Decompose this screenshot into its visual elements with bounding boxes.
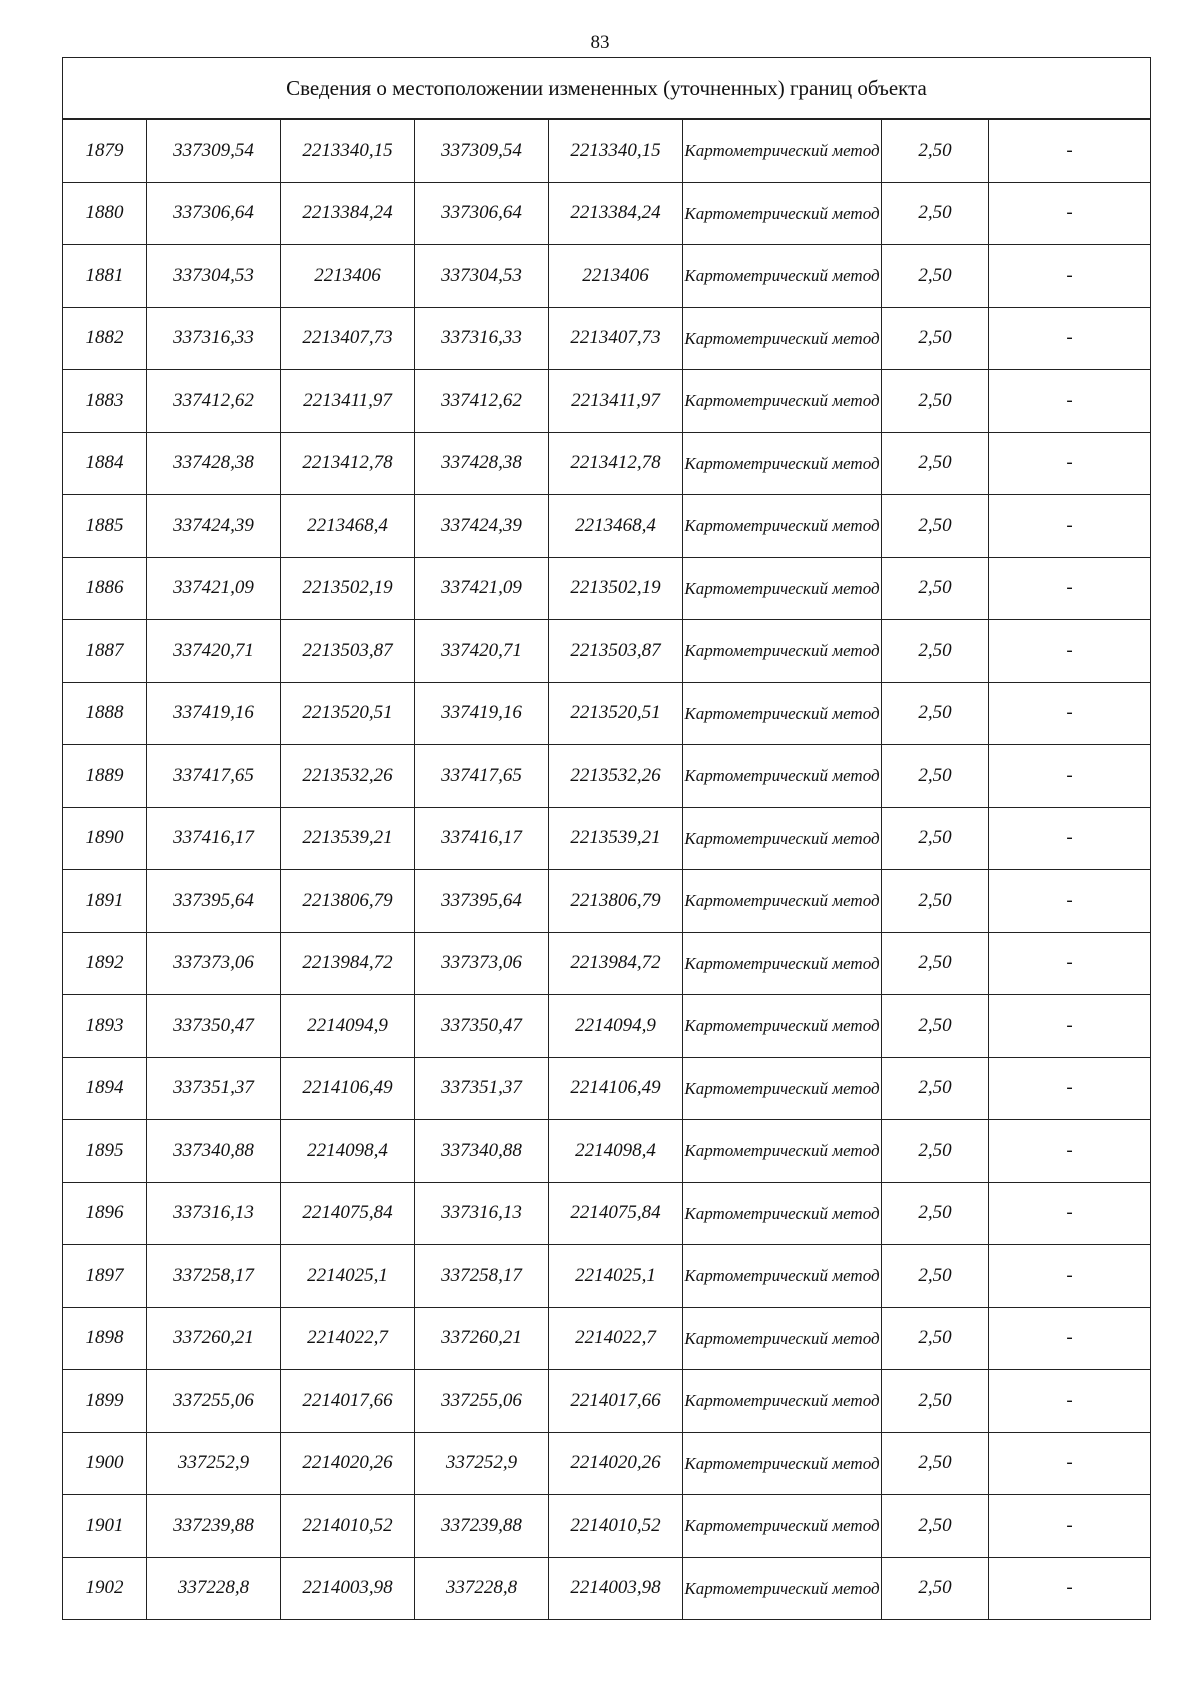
description-cell: - <box>989 932 1151 995</box>
accuracy-cell: 2,50 <box>882 1370 989 1433</box>
description-cell: - <box>989 1245 1151 1308</box>
refined-x-cell: 337417,65 <box>415 745 549 808</box>
description-cell: - <box>989 1057 1151 1120</box>
existing-x-cell: 337255,06 <box>147 1370 281 1433</box>
point-number-cell: 1898 <box>63 1307 147 1370</box>
point-number-cell: 1895 <box>63 1120 147 1183</box>
point-number-cell: 1883 <box>63 370 147 433</box>
boundary-coordinates-table <box>62 57 1151 1620</box>
point-number-cell: 1899 <box>63 1370 147 1433</box>
existing-x-cell: 337419,16 <box>147 682 281 745</box>
method-cell: Картометрический метод <box>683 807 882 870</box>
existing-y-cell: 2213468,4 <box>281 495 415 558</box>
method-cell: Картометрический метод <box>683 1557 882 1620</box>
point-number-cell: 1884 <box>63 432 147 495</box>
accuracy-cell: 2,50 <box>882 745 989 808</box>
point-number-cell: 1885 <box>63 495 147 558</box>
table-row <box>63 1370 1151 1433</box>
point-number-cell: 1893 <box>63 995 147 1058</box>
description-cell: - <box>989 620 1151 683</box>
existing-x-cell: 337395,64 <box>147 870 281 933</box>
description-cell: - <box>989 370 1151 433</box>
existing-y-cell: 2213984,72 <box>281 932 415 995</box>
description-cell: - <box>989 682 1151 745</box>
table-row <box>63 1057 1151 1120</box>
table-title: Сведения о местоположении измененных (уточненных) границ объекта <box>63 58 1151 120</box>
existing-x-cell: 337420,71 <box>147 620 281 683</box>
refined-y-cell: 2213806,79 <box>549 870 683 933</box>
refined-y-cell: 2213384,24 <box>549 182 683 245</box>
existing-y-cell: 2214010,52 <box>281 1495 415 1558</box>
table-row <box>63 1120 1151 1183</box>
table-row <box>63 557 1151 620</box>
refined-y-cell: 2213340,15 <box>549 119 683 182</box>
description-cell: - <box>989 557 1151 620</box>
existing-x-cell: 337428,38 <box>147 432 281 495</box>
refined-y-cell: 2213412,78 <box>549 432 683 495</box>
refined-y-cell: 2213411,97 <box>549 370 683 433</box>
table-row <box>63 245 1151 308</box>
accuracy-cell: 2,50 <box>882 1495 989 1558</box>
refined-x-cell: 337252,9 <box>415 1432 549 1495</box>
accuracy-cell: 2,50 <box>882 870 989 933</box>
refined-y-cell: 2214003,98 <box>549 1557 683 1620</box>
accuracy-cell: 2,50 <box>882 807 989 870</box>
description-cell: - <box>989 1495 1151 1558</box>
accuracy-cell: 2,50 <box>882 307 989 370</box>
existing-y-cell: 2213520,51 <box>281 682 415 745</box>
refined-x-cell: 337416,17 <box>415 807 549 870</box>
method-cell: Картометрический метод <box>683 870 882 933</box>
accuracy-cell: 2,50 <box>882 432 989 495</box>
table-row <box>63 1495 1151 1558</box>
point-number-cell: 1882 <box>63 307 147 370</box>
existing-y-cell: 2213411,97 <box>281 370 415 433</box>
method-cell: Картометрический метод <box>683 1307 882 1370</box>
description-cell: - <box>989 1120 1151 1183</box>
accuracy-cell: 2,50 <box>882 1557 989 1620</box>
table-row <box>63 620 1151 683</box>
description-cell: - <box>989 745 1151 808</box>
existing-x-cell: 337258,17 <box>147 1245 281 1308</box>
description-cell: - <box>989 807 1151 870</box>
point-number-cell: 1881 <box>63 245 147 308</box>
refined-x-cell: 337351,37 <box>415 1057 549 1120</box>
point-number-cell: 1896 <box>63 1182 147 1245</box>
point-number-cell: 1887 <box>63 620 147 683</box>
method-cell: Картометрический метод <box>683 119 882 182</box>
accuracy-cell: 2,50 <box>882 1182 989 1245</box>
table-row <box>63 682 1151 745</box>
refined-y-cell: 2214020,26 <box>549 1432 683 1495</box>
accuracy-cell: 2,50 <box>882 119 989 182</box>
table-row <box>63 1245 1151 1308</box>
existing-y-cell: 2213503,87 <box>281 620 415 683</box>
refined-x-cell: 337424,39 <box>415 495 549 558</box>
existing-x-cell: 337239,88 <box>147 1495 281 1558</box>
page-number: 83 <box>590 32 610 53</box>
refined-y-cell: 2213532,26 <box>549 745 683 808</box>
existing-y-cell: 2214098,4 <box>281 1120 415 1183</box>
existing-x-cell: 337412,62 <box>147 370 281 433</box>
accuracy-cell: 2,50 <box>882 370 989 433</box>
method-cell: Картометрический метод <box>683 1495 882 1558</box>
accuracy-cell: 2,50 <box>882 932 989 995</box>
table-row <box>63 370 1151 433</box>
point-number-cell: 1879 <box>63 119 147 182</box>
method-cell: Картометрический метод <box>683 1245 882 1308</box>
accuracy-cell: 2,50 <box>882 495 989 558</box>
method-cell: Картометрический метод <box>683 370 882 433</box>
existing-y-cell: 2213539,21 <box>281 807 415 870</box>
existing-y-cell: 2213532,26 <box>281 745 415 808</box>
table-row <box>63 745 1151 808</box>
description-cell: - <box>989 495 1151 558</box>
existing-y-cell: 2214075,84 <box>281 1182 415 1245</box>
existing-x-cell: 337373,06 <box>147 932 281 995</box>
existing-y-cell: 2214106,49 <box>281 1057 415 1120</box>
point-number-cell: 1892 <box>63 932 147 995</box>
description-cell: - <box>989 1182 1151 1245</box>
table-row <box>63 807 1151 870</box>
description-cell: - <box>989 870 1151 933</box>
point-number-cell: 1902 <box>63 1557 147 1620</box>
refined-x-cell: 337412,62 <box>415 370 549 433</box>
refined-x-cell: 337316,13 <box>415 1182 549 1245</box>
existing-y-cell: 2213384,24 <box>281 182 415 245</box>
existing-x-cell: 337260,21 <box>147 1307 281 1370</box>
accuracy-cell: 2,50 <box>882 557 989 620</box>
refined-y-cell: 2214075,84 <box>549 1182 683 1245</box>
description-cell: - <box>989 182 1151 245</box>
point-number-cell: 1900 <box>63 1432 147 1495</box>
existing-x-cell: 337351,37 <box>147 1057 281 1120</box>
refined-x-cell: 337306,64 <box>415 182 549 245</box>
table-row <box>63 995 1151 1058</box>
refined-x-cell: 337316,33 <box>415 307 549 370</box>
method-cell: Картометрический метод <box>683 682 882 745</box>
existing-y-cell: 2214017,66 <box>281 1370 415 1433</box>
refined-y-cell: 2213407,73 <box>549 307 683 370</box>
accuracy-cell: 2,50 <box>882 1307 989 1370</box>
existing-x-cell: 337316,13 <box>147 1182 281 1245</box>
method-cell: Картометрический метод <box>683 1370 882 1433</box>
existing-x-cell: 337421,09 <box>147 557 281 620</box>
table-row <box>63 1182 1151 1245</box>
method-cell: Картометрический метод <box>683 932 882 995</box>
existing-x-cell: 337424,39 <box>147 495 281 558</box>
point-number-cell: 1894 <box>63 1057 147 1120</box>
existing-x-cell: 337309,54 <box>147 119 281 182</box>
existing-x-cell: 337252,9 <box>147 1432 281 1495</box>
existing-y-cell: 2214003,98 <box>281 1557 415 1620</box>
description-cell: - <box>989 1432 1151 1495</box>
refined-x-cell: 337340,88 <box>415 1120 549 1183</box>
accuracy-cell: 2,50 <box>882 1245 989 1308</box>
existing-x-cell: 337304,53 <box>147 245 281 308</box>
method-cell: Картометрический метод <box>683 745 882 808</box>
existing-x-cell: 337306,64 <box>147 182 281 245</box>
method-cell: Картометрический метод <box>683 995 882 1058</box>
description-cell: - <box>989 307 1151 370</box>
refined-x-cell: 337395,64 <box>415 870 549 933</box>
method-cell: Картометрический метод <box>683 307 882 370</box>
table-row <box>63 119 1151 182</box>
existing-y-cell: 2214022,7 <box>281 1307 415 1370</box>
refined-x-cell: 337255,06 <box>415 1370 549 1433</box>
method-cell: Картометрический метод <box>683 1057 882 1120</box>
existing-y-cell: 2213806,79 <box>281 870 415 933</box>
accuracy-cell: 2,50 <box>882 995 989 1058</box>
refined-y-cell: 2214017,66 <box>549 1370 683 1433</box>
table-row <box>63 932 1151 995</box>
table-row <box>63 870 1151 933</box>
refined-x-cell: 337419,16 <box>415 682 549 745</box>
existing-y-cell: 2214020,26 <box>281 1432 415 1495</box>
table-row <box>63 1432 1151 1495</box>
method-cell: Картометрический метод <box>683 432 882 495</box>
method-cell: Картометрический метод <box>683 245 882 308</box>
existing-y-cell: 2214025,1 <box>281 1245 415 1308</box>
refined-x-cell: 337260,21 <box>415 1307 549 1370</box>
refined-y-cell: 2213520,51 <box>549 682 683 745</box>
description-cell: - <box>989 995 1151 1058</box>
existing-y-cell: 2214094,9 <box>281 995 415 1058</box>
point-number-cell: 1888 <box>63 682 147 745</box>
refined-x-cell: 337239,88 <box>415 1495 549 1558</box>
accuracy-cell: 2,50 <box>882 182 989 245</box>
refined-y-cell: 2214010,52 <box>549 1495 683 1558</box>
existing-x-cell: 337340,88 <box>147 1120 281 1183</box>
point-number-cell: 1889 <box>63 745 147 808</box>
existing-x-cell: 337417,65 <box>147 745 281 808</box>
description-cell: - <box>989 119 1151 182</box>
table-body <box>63 58 1151 1620</box>
method-cell: Картометрический метод <box>683 1432 882 1495</box>
accuracy-cell: 2,50 <box>882 1057 989 1120</box>
existing-y-cell: 2213407,73 <box>281 307 415 370</box>
accuracy-cell: 2,50 <box>882 1120 989 1183</box>
point-number-cell: 1886 <box>63 557 147 620</box>
table-row <box>63 182 1151 245</box>
accuracy-cell: 2,50 <box>882 245 989 308</box>
description-cell: - <box>989 245 1151 308</box>
table-row <box>63 495 1151 558</box>
point-number-cell: 1880 <box>63 182 147 245</box>
point-number-cell: 1901 <box>63 1495 147 1558</box>
method-cell: Картометрический метод <box>683 557 882 620</box>
refined-x-cell: 337304,53 <box>415 245 549 308</box>
refined-x-cell: 337258,17 <box>415 1245 549 1308</box>
refined-x-cell: 337228,8 <box>415 1557 549 1620</box>
refined-y-cell: 2213502,19 <box>549 557 683 620</box>
table-row <box>63 1307 1151 1370</box>
point-number-cell: 1891 <box>63 870 147 933</box>
description-cell: - <box>989 1307 1151 1370</box>
accuracy-cell: 2,50 <box>882 682 989 745</box>
refined-y-cell: 2213406 <box>549 245 683 308</box>
existing-y-cell: 2213502,19 <box>281 557 415 620</box>
existing-y-cell: 2213406 <box>281 245 415 308</box>
accuracy-cell: 2,50 <box>882 1432 989 1495</box>
existing-y-cell: 2213340,15 <box>281 119 415 182</box>
table-title-row <box>63 58 1151 120</box>
accuracy-cell: 2,50 <box>882 620 989 683</box>
refined-y-cell: 2214094,9 <box>549 995 683 1058</box>
refined-x-cell: 337373,06 <box>415 932 549 995</box>
method-cell: Картометрический метод <box>683 495 882 558</box>
table-row <box>63 1557 1151 1620</box>
table-row <box>63 432 1151 495</box>
description-cell: - <box>989 1370 1151 1433</box>
existing-y-cell: 2213412,78 <box>281 432 415 495</box>
description-cell: - <box>989 432 1151 495</box>
existing-x-cell: 337228,8 <box>147 1557 281 1620</box>
method-cell: Картометрический метод <box>683 620 882 683</box>
point-number-cell: 1897 <box>63 1245 147 1308</box>
method-cell: Картометрический метод <box>683 1120 882 1183</box>
refined-y-cell: 2213539,21 <box>549 807 683 870</box>
point-number-cell: 1890 <box>63 807 147 870</box>
refined-y-cell: 2213468,4 <box>549 495 683 558</box>
table-row <box>63 307 1151 370</box>
refined-y-cell: 2214025,1 <box>549 1245 683 1308</box>
refined-x-cell: 337350,47 <box>415 995 549 1058</box>
refined-y-cell: 2213984,72 <box>549 932 683 995</box>
refined-y-cell: 2213503,87 <box>549 620 683 683</box>
method-cell: Картометрический метод <box>683 182 882 245</box>
refined-y-cell: 2214022,7 <box>549 1307 683 1370</box>
refined-x-cell: 337421,09 <box>415 557 549 620</box>
refined-x-cell: 337420,71 <box>415 620 549 683</box>
existing-x-cell: 337350,47 <box>147 995 281 1058</box>
existing-x-cell: 337316,33 <box>147 307 281 370</box>
refined-x-cell: 337428,38 <box>415 432 549 495</box>
refined-x-cell: 337309,54 <box>415 119 549 182</box>
refined-y-cell: 2214098,4 <box>549 1120 683 1183</box>
method-cell: Картометрический метод <box>683 1182 882 1245</box>
description-cell: - <box>989 1557 1151 1620</box>
refined-y-cell: 2214106,49 <box>549 1057 683 1120</box>
existing-x-cell: 337416,17 <box>147 807 281 870</box>
